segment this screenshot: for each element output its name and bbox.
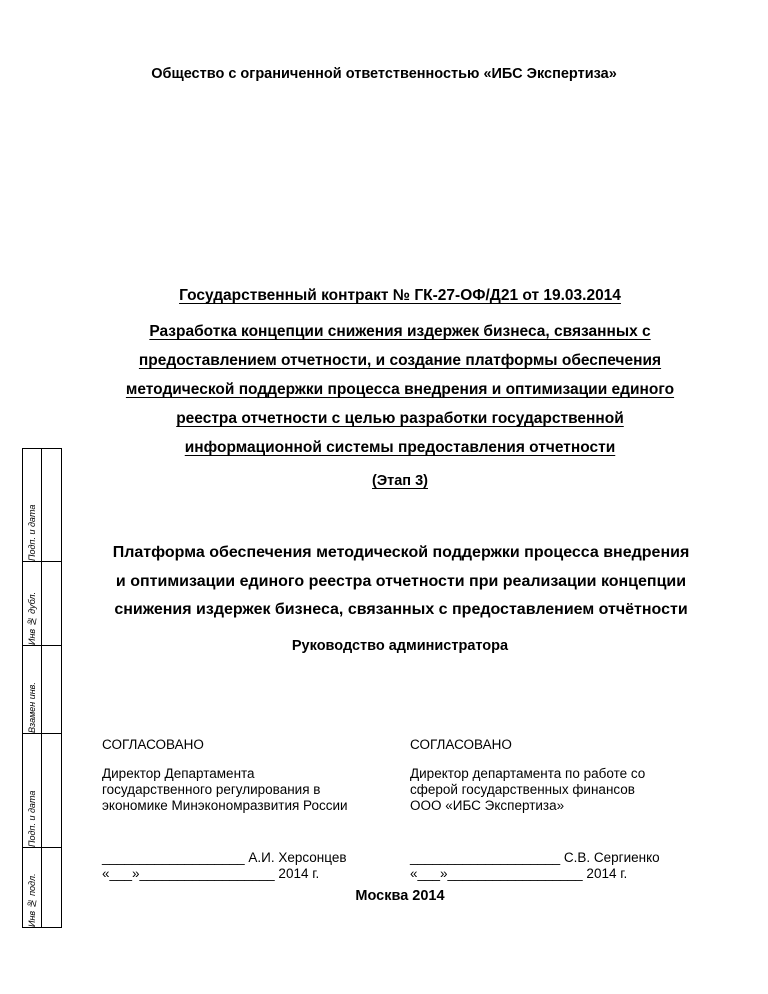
stamp-label-vzamen-inv: Взамен инв.	[27, 682, 37, 733]
topic-line: методической поддержки процесса внедрения и оптимизации единого	[125, 381, 675, 398]
stage-label: (Этап 3)	[372, 473, 428, 489]
signature-line: ____________________ С.В. Сергиенко	[410, 850, 660, 865]
topic-line: реестра отчетности с целью разработки государственной	[176, 410, 624, 427]
approval-block-right	[410, 737, 730, 882]
topic-line: предоставлением отчетности, и создание платформы обеспечения	[138, 352, 662, 369]
stamp-label-podp-data: Подп. и дата	[27, 504, 37, 561]
approval-label: СОГЛАСОВАНО	[102, 737, 204, 752]
stamp-label-inv-dubl: Инв № дубл.	[27, 591, 37, 645]
approver-position: Директор департамента по работе со сферой государственных финансов ООО «ИБС Экспертиза»	[410, 766, 646, 813]
platform-title	[66, 539, 736, 625]
stamp-divider	[23, 733, 61, 734]
stamp-divider	[23, 847, 61, 848]
platform-line: Платформа обеспечения методической поддержки процесса внедрения	[112, 544, 690, 561]
date-line: «___»__________________ 2014 г.	[410, 866, 628, 881]
platform-line: снижения издержек бизнеса, связанных с предоставлением отчётности	[114, 601, 688, 618]
topic-title	[70, 317, 730, 462]
date-line: «___»__________________ 2014 г.	[102, 866, 320, 881]
approval-label: СОГЛАСОВАНО	[410, 737, 512, 752]
approver-position: Директор Департамента государственного регулирования в экономике Минэкономразвития России	[102, 766, 348, 813]
margin-stamp-table	[22, 448, 62, 928]
contract-title	[0, 287, 768, 305]
stamp-label-podp-data: Подп. и дата	[27, 790, 37, 847]
document-type: Руководство администратора	[291, 638, 509, 654]
city-year: Москва 2014	[355, 888, 445, 904]
stamp-divider	[41, 449, 42, 927]
topic-line: Разработка концепции снижения издержек бизнеса, связанных с	[149, 323, 651, 340]
contract-text: Государственный контракт № ГК-27-ОФ/Д21 от 19.03.2014	[179, 287, 621, 304]
stamp-divider	[23, 561, 61, 562]
signature-line: ___________________ А.И. Херсонцев	[102, 850, 347, 865]
platform-line: и оптимизации единого реестра отчетности при реализации концепции	[115, 572, 687, 590]
stamp-divider	[23, 645, 61, 646]
organization-name: Общество с ограниченной ответственностью «ИБС Экспертиза»	[151, 66, 617, 82]
stamp-label-inv-podl: Инв № подл.	[27, 873, 37, 927]
topic-line: информационной системы предоставления отчетности	[184, 439, 616, 456]
approval-block-left	[102, 737, 402, 882]
